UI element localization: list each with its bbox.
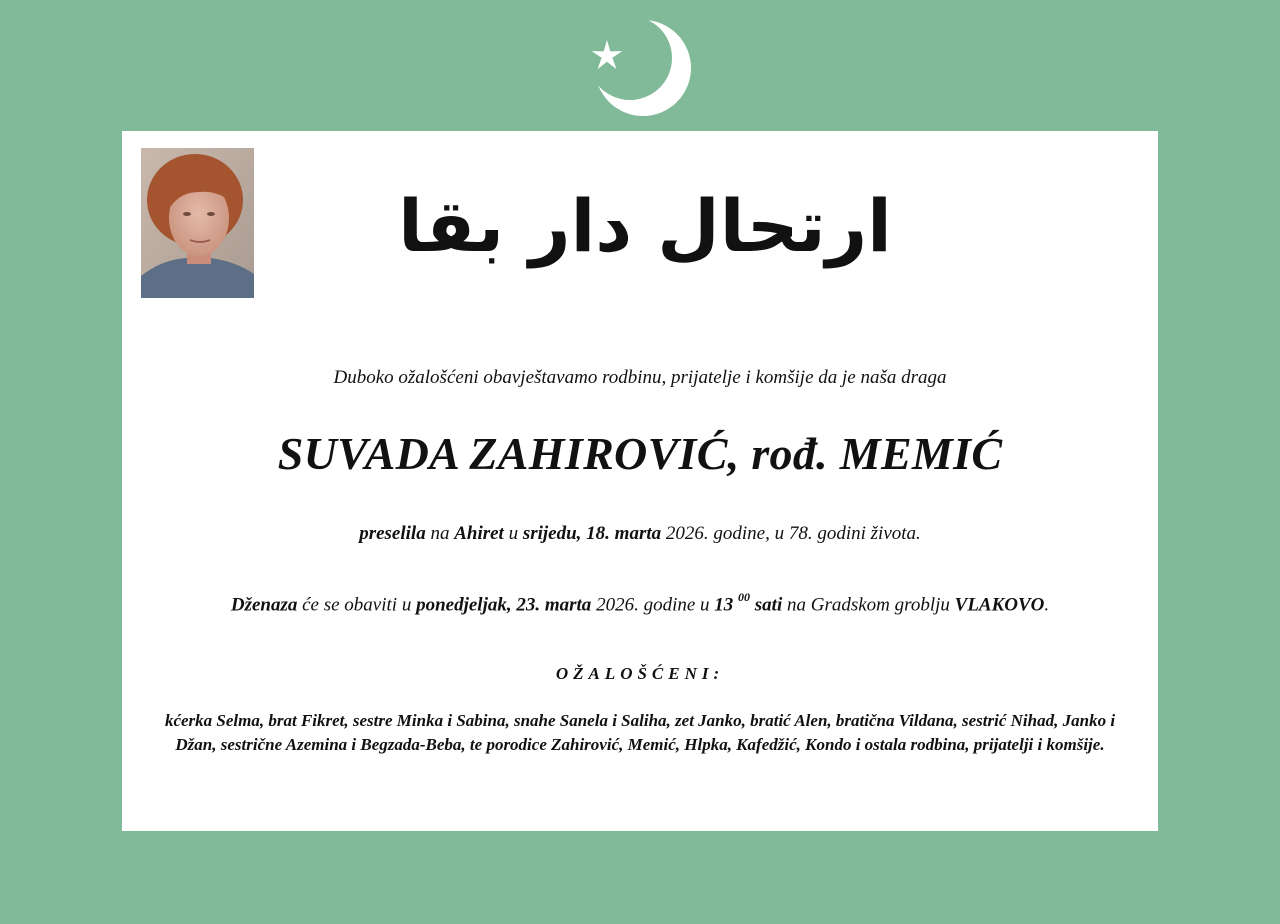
mourners-list: kćerka Selma, brat Fikret, sestre Minka i Sabina, snahe Sanela i Saliha, zet Janko, bratić Alen, bratična Vildana, sestrić Nihad, Janko i Džan, sestrične Azemina i Begzada-Beba, te porodice Zahirović, Memić, Hlpka, Kafedžić, Kondo i ostala rodbina, prijatelji i komšije. [164,711,1116,754]
passing-place: Ahiret [454,523,504,544]
passing-line [122,523,1158,545]
funeral-sati: sati [750,594,783,616]
funeral-text-4: na Gradskom groblju [782,594,955,616]
deceased-full-name: SUVADA ZAHIROVIĆ [277,428,728,479]
funeral-date: ponedjeljak, 23. marta [416,594,592,616]
intro-text: Duboko ožalošćeni obavještavamo rodbinu, prijatelje i komšije da je naša draga [333,367,947,388]
funeral-text-1: će se obaviti u [297,594,417,616]
funeral-hour: 13 [714,594,734,616]
passing-verb: preselila [359,523,426,544]
obituary-card [122,131,1158,831]
passing-text-2: u [503,523,523,544]
passing-text-1: na [425,523,455,544]
funeral-minutes: 00 [738,590,751,604]
passing-text-3: 2026. godine, u 78. godini života. [661,523,921,544]
deceased-name [122,427,1158,480]
funeral-text-2: 2026. godine u [591,594,715,616]
funeral-label: Dženaza [230,594,298,616]
funeral-line [122,592,1158,616]
funeral-cemetery: VLAKOVO [954,594,1045,616]
arabic-calligraphy [398,151,892,291]
passing-date: srijedu, 18. marta [522,523,662,544]
funeral-text-5: . [1044,594,1050,616]
svg-text:ارتحال دار بقا: ارتحال دار بقا [398,184,892,268]
crescent-and-star-icon [588,16,694,120]
maiden-name: rođ. MEMIĆ [751,428,1003,479]
mourners-title: OŽALOŠĆENI: [555,664,725,683]
name-separator: , [727,428,752,479]
portrait-photo [141,148,254,298]
